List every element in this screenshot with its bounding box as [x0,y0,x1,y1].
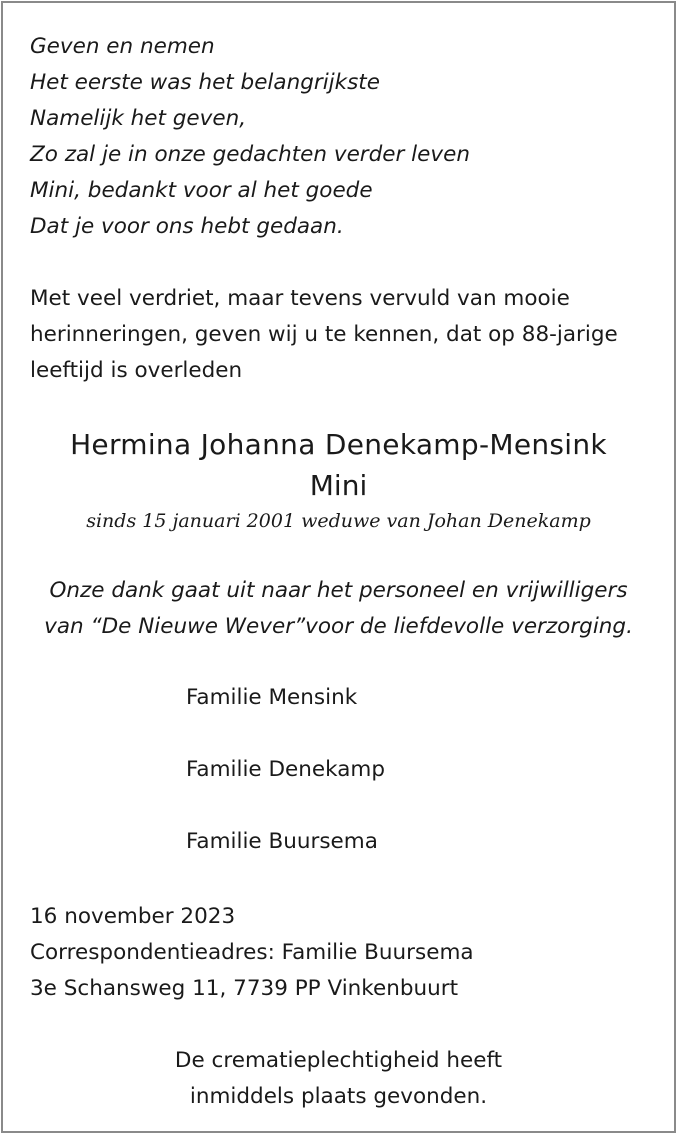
cremation-note [3,1043,674,1115]
cremation-line: inmiddels plaats gevonden. [189,1084,488,1109]
poem-line: Het eerste was het belangrijkste [30,70,380,95]
deceased-nickname: Mini [309,469,368,502]
thanks-line: van “De Nieuwe Wever”voor de liefdevolle verzorging. [44,614,633,639]
poem-line: Zo zal je in onze gedachten verder leven [30,142,470,167]
deceased-full-name: Hermina Johanna Denekamp-Mensink [70,428,607,461]
correspondence-block [30,899,474,1007]
announcement-line: herinneringen, geven wij u te kennen, dat op 88-jarige [30,322,618,347]
widow-note: sinds 15 januari 2001 weduwe van Johan Denekamp [86,510,591,532]
correspondence-label: Correspondentieadres: Familie Buursema [30,940,474,965]
poem [30,29,470,245]
thanks-text [3,573,674,645]
obituary-frame [1,1,676,1133]
poem-line: Namelijk het geven, [30,106,247,131]
announcement-date: 16 november 2023 [30,904,236,929]
announcement-line: leeftijd is overleden [30,358,243,383]
poem-line: Geven en nemen [30,34,215,59]
cremation-line: De crematieplechtigheid heeft [174,1048,503,1073]
family-mensink: Familie Mensink [186,685,358,710]
poem-line: Mini, bedankt voor al het goede [30,178,373,203]
family-denekamp: Familie Denekamp [186,757,385,782]
announcement-text [30,281,660,389]
announcement-line: Met veel verdriet, maar tevens vervuld van mooie [30,286,570,311]
family-buursema: Familie Buursema [186,829,378,854]
poem-line: Dat je voor ons hebt gedaan. [30,214,344,239]
thanks-line: Onze dank gaat uit naar het personeel en vrijwilligers [49,578,628,603]
correspondence-address: 3e Schansweg 11, 7739 PP Vinkenbuurt [30,976,459,1001]
